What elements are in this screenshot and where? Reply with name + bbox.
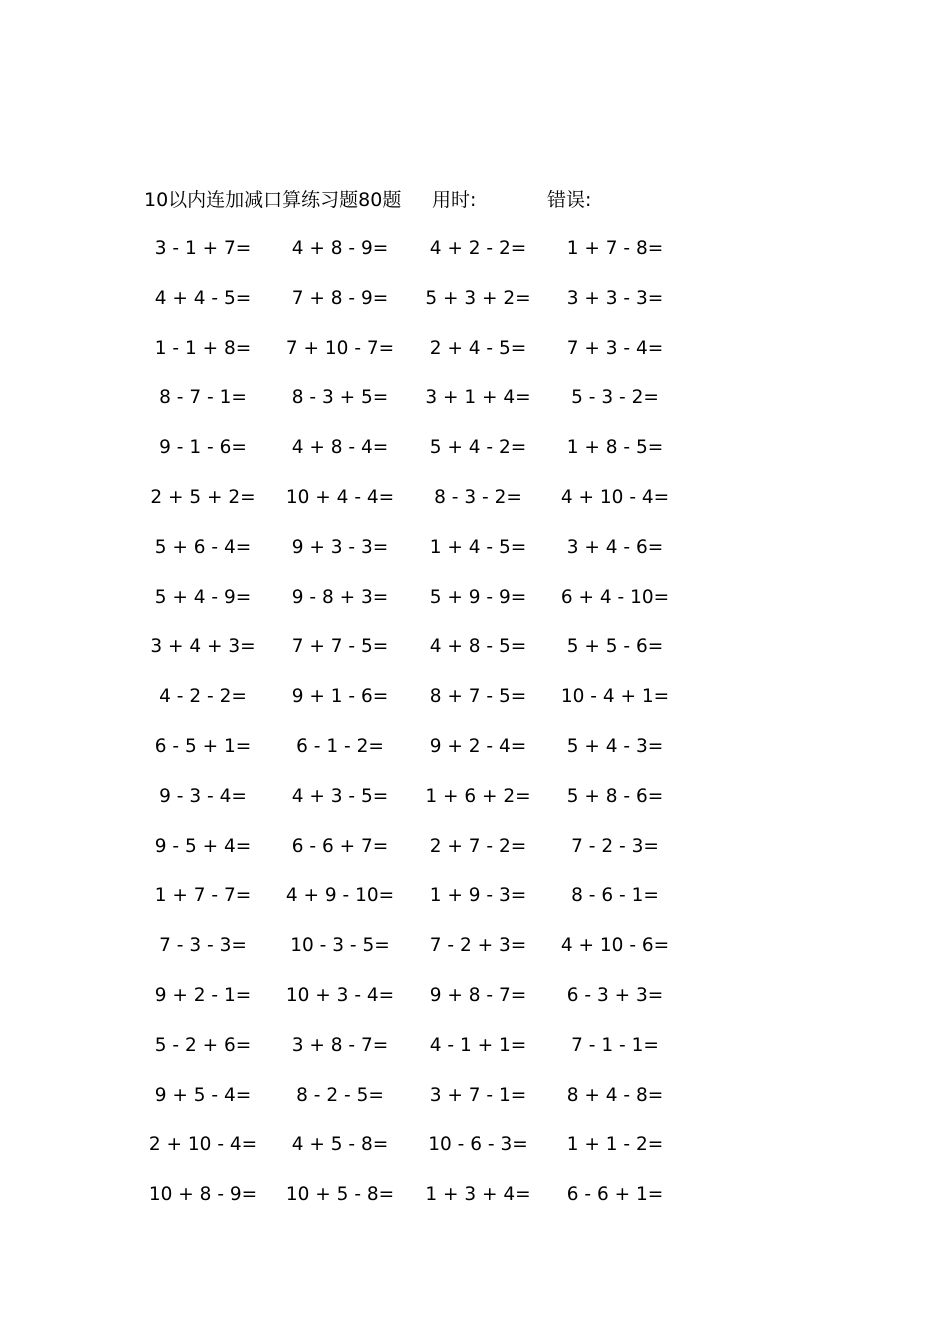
problem-item: 5 + 9 - 9= [429, 586, 527, 608]
problem-item: 4 + 9 - 10= [285, 885, 395, 907]
problem-row [0, 434, 950, 484]
problem-item: 9 - 1 - 6= [159, 437, 247, 459]
problem-row [0, 1181, 950, 1231]
problem-item: 7 - 2 + 3= [429, 935, 527, 957]
problem-item: 9 + 2 - 4= [429, 735, 527, 757]
problem-item: 10 - 6 - 3= [428, 1134, 528, 1156]
problem-item: 4 + 8 - 4= [291, 437, 389, 459]
problem-row [0, 484, 950, 534]
problem-row [0, 1032, 950, 1082]
problem-item: 4 + 3 - 5= [291, 785, 389, 807]
problem-item: 7 + 7 - 5= [291, 636, 389, 658]
problem-item: 5 + 4 - 2= [429, 437, 527, 459]
problem-item: 8 - 6 - 1= [571, 885, 659, 907]
problem-item: 9 - 3 - 4= [159, 785, 247, 807]
problem-item: 4 - 1 + 1= [429, 1034, 527, 1056]
problem-row [0, 584, 950, 634]
problem-item: 10 + 4 - 4= [285, 486, 395, 508]
problem-item: 8 - 7 - 1= [159, 387, 247, 409]
problem-item: 8 + 4 - 8= [566, 1084, 664, 1106]
problem-item: 5 + 5 - 6= [566, 636, 664, 658]
problem-item: 9 + 2 - 1= [154, 984, 252, 1006]
problem-item: 7 + 10 - 7= [285, 337, 395, 359]
problem-item: 4 + 4 - 5= [154, 287, 252, 309]
problem-item: 8 + 7 - 5= [429, 686, 527, 708]
problem-item: 4 - 2 - 2= [159, 686, 247, 708]
problem-item: 7 + 3 - 4= [566, 337, 664, 359]
problem-item: 4 + 10 - 6= [560, 935, 670, 957]
problem-item: 4 + 2 - 2= [429, 238, 527, 259]
problem-item: 3 + 8 - 7= [291, 1034, 389, 1056]
problem-item: 7 - 3 - 3= [159, 935, 247, 957]
problem-row [0, 932, 950, 982]
problem-row [0, 1082, 950, 1132]
problem-item: 1 + 3 + 4= [425, 1184, 531, 1206]
problem-item: 3 + 7 - 1= [429, 1084, 527, 1106]
problem-row [0, 335, 950, 385]
problem-item: 1 + 9 - 3= [429, 885, 527, 907]
problem-item: 1 + 8 - 5= [566, 437, 664, 459]
problem-item: 9 + 5 - 4= [154, 1084, 252, 1106]
problem-item: 6 - 5 + 1= [154, 735, 252, 757]
problem-item: 6 - 6 + 1= [566, 1184, 664, 1206]
problem-item: 1 - 1 + 8= [154, 337, 252, 359]
problem-row [0, 683, 950, 733]
problem-item: 4 + 10 - 4= [560, 486, 670, 508]
problem-item: 9 + 1 - 6= [291, 686, 389, 708]
problem-item: 1 + 4 - 5= [429, 536, 527, 558]
problem-item: 8 - 2 - 5= [296, 1084, 384, 1106]
errors-label: 错误: [547, 189, 592, 211]
problem-item: 2 + 10 - 4= [148, 1134, 258, 1156]
problem-item: 10 - 3 - 5= [290, 935, 390, 957]
problem-item: 7 - 1 - 1= [571, 1034, 659, 1056]
problem-item: 2 + 7 - 2= [429, 835, 527, 857]
problem-row [0, 384, 950, 434]
problem-item: 5 + 6 - 4= [154, 536, 252, 558]
problem-item: 6 + 4 - 10= [560, 586, 670, 608]
problem-item: 1 + 6 + 2= [425, 785, 531, 807]
problem-item: 5 - 3 - 2= [571, 387, 659, 409]
problem-item: 3 - 1 + 7= [154, 238, 252, 259]
problem-item: 7 - 2 - 3= [571, 835, 659, 857]
problem-row [0, 285, 950, 335]
problem-item: 8 - 3 + 5= [291, 387, 389, 409]
problem-row [0, 534, 950, 584]
problem-item: 1 + 1 - 2= [566, 1134, 664, 1156]
problem-item: 4 + 8 - 9= [291, 238, 389, 259]
problem-item: 5 + 3 + 2= [425, 287, 531, 309]
problem-row [0, 882, 950, 932]
problem-item: 1 + 7 - 8= [566, 238, 664, 259]
problem-grid [0, 235, 950, 1231]
problem-item: 1 + 7 - 7= [154, 885, 252, 907]
problem-item: 9 + 3 - 3= [291, 536, 389, 558]
problem-row [0, 783, 950, 833]
problem-row [0, 733, 950, 783]
problem-item: 7 + 8 - 9= [291, 287, 389, 309]
problem-item: 2 + 5 + 2= [150, 486, 256, 508]
problem-item: 5 + 4 - 9= [154, 586, 252, 608]
problem-item: 9 + 8 - 7= [429, 984, 527, 1006]
worksheet-title: 10以内连加减口算练习题80题 [144, 189, 402, 211]
problem-item: 5 + 4 - 3= [566, 735, 664, 757]
problem-item: 10 + 5 - 8= [285, 1184, 395, 1206]
problem-item: 9 - 5 + 4= [154, 835, 252, 857]
problem-item: 4 + 8 - 5= [429, 636, 527, 658]
problem-item: 3 + 3 - 3= [566, 287, 664, 309]
problem-item: 5 + 8 - 6= [566, 785, 664, 807]
time-label: 用时: [432, 189, 477, 211]
problem-item: 8 - 3 - 2= [434, 486, 522, 508]
problem-item: 6 - 3 + 3= [566, 984, 664, 1006]
problem-item: 10 + 8 - 9= [148, 1184, 258, 1206]
problem-item: 3 + 4 + 3= [150, 636, 256, 658]
problem-item: 9 - 8 + 3= [291, 586, 389, 608]
problem-item: 10 - 4 + 1= [560, 686, 670, 708]
problem-item: 4 + 5 - 8= [291, 1134, 389, 1156]
problem-item: 5 - 2 + 6= [154, 1034, 252, 1056]
problem-row [0, 633, 950, 683]
problem-item: 6 - 6 + 7= [291, 835, 389, 857]
problem-item: 2 + 4 - 5= [429, 337, 527, 359]
problem-item: 3 + 1 + 4= [425, 387, 531, 409]
problem-item: 10 + 3 - 4= [285, 984, 395, 1006]
problem-row [0, 1131, 950, 1181]
problem-row [0, 235, 950, 285]
problem-item: 3 + 4 - 6= [566, 536, 664, 558]
problem-row [0, 833, 950, 883]
problem-row [0, 982, 950, 1032]
problem-item: 6 - 1 - 2= [296, 735, 384, 757]
